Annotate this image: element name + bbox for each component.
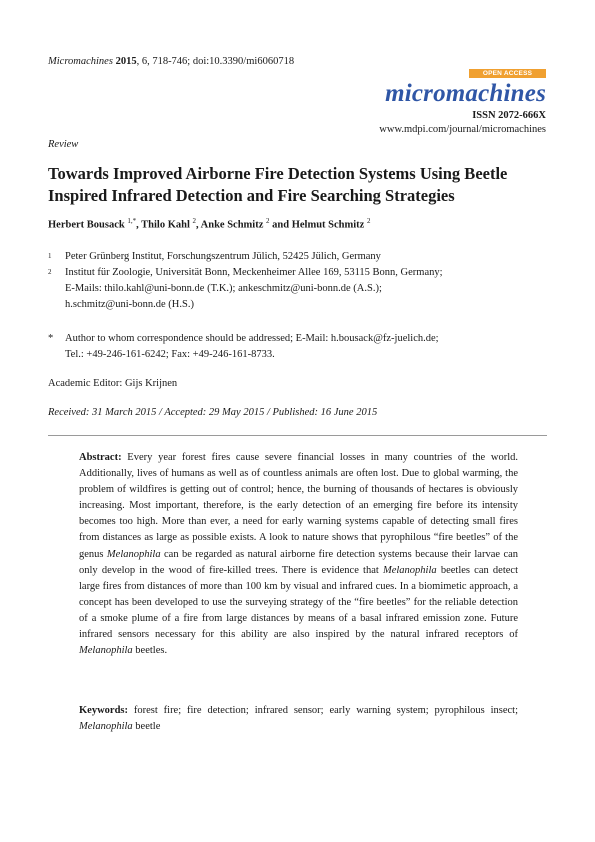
citation-rest: , 6, 718-746; doi:10.3390/mi6060718 <box>136 56 295 67</box>
abstract-text: Every year forest fires cause severe financial losses in many countries of the world. Additionally, lives of humans as well as of countless animals are often lost. Due to global warming, the problem of wildfires is getting out of control; hence, the burning of thousands of hectares is obviously increasing. Most important, therefore, is the early detection of an emerging fire before its intensity becomes too high. More than ever, a need for early warning systems capable of detecting small fires from distances as large as possible exists. A look to nature shows that pyrophilous “fire beetles” of the genus <box>79 452 518 560</box>
affiliation-number: 2 <box>48 268 52 276</box>
author-name: Herbert Bousack <box>48 219 125 231</box>
keywords-text: forest fire; fire detection; infrared sensor; early warning system; pyrophilous insect; <box>128 705 518 716</box>
section-divider <box>48 435 547 436</box>
abstract-genus: Melanophila <box>106 548 161 560</box>
affiliation-emails: E-Mails: thilo.kahl@uni-bonn.de (T.K.); ankeschmitz@uni-bonn.de (A.S.); <box>65 283 382 294</box>
keywords-text: beetle <box>132 721 161 732</box>
affiliation-number: 1 <box>48 252 52 260</box>
author-separator: , <box>196 219 201 231</box>
author-list <box>48 217 370 231</box>
affiliation-text: Institut für Zoologie, Universität Bonn, Meckenheimer Allee 169, 53115 Bonn, Germany; <box>65 267 443 278</box>
affiliation-emails: h.schmitz@uni-bonn.de (H.S.) <box>65 299 194 310</box>
issn: ISSN 2072-666X <box>472 110 546 121</box>
citation-line <box>48 56 294 67</box>
open-access-badge: OPEN ACCESS <box>469 69 546 78</box>
keywords-label: Keywords: <box>79 705 128 716</box>
paper-title: Towards Improved Airborne Fire Detection Systems Using Beetle Inspired Infrared Detection and Fire Searching Strategies <box>48 164 508 205</box>
abstract <box>79 450 518 659</box>
citation-journal: Micromachines <box>48 56 113 67</box>
author-name: Thilo Kahl <box>141 219 190 231</box>
journal-logo: micromachines <box>385 80 546 107</box>
academic-editor: Academic Editor: Gijs Krijnen <box>48 378 178 389</box>
author-affiliation-mark: 1,* <box>127 217 137 225</box>
abstract-genus: Melanophila <box>79 645 133 657</box>
abstract-genus: Melanophila <box>382 564 437 576</box>
abstract-text: beetles. <box>132 645 168 657</box>
author-separator: and <box>269 219 292 231</box>
abstract-text: beetles can detect large fires from distances of more than 100 km by visual and infrared cues. In a biomimetic approach, a concept has been developed to use the surveying strategy of the “fire beetles” for the reliable detection of a smoke plume of a fire from large distances by means of a basal infrared emission zone. Future infrared sensors necessary for this ability are also inspired by the natural infrared receptors of <box>79 564 518 641</box>
author-name: Anke Schmitz <box>200 219 264 231</box>
correspondence-star: * <box>48 333 54 344</box>
citation-year: 2015 <box>115 56 137 67</box>
correspondence-contact: Tel.: +49-246-161-6242; Fax: +49-246-161-8733. <box>65 349 275 360</box>
correspondence-text: Author to whom correspondence should be addressed; E-Mail: h.bousack@fz-juelich.de; <box>65 333 439 344</box>
author-affiliation-mark: 2 <box>266 217 270 225</box>
author-name: Helmut Schmitz <box>291 219 365 231</box>
keywords-genus: Melanophila <box>79 721 133 732</box>
author-affiliation-mark: 2 <box>366 217 371 225</box>
abstract-text: can be regarded as natural airborne fire detection systems because their larvae can only develop in the wood of fire-killed trees. There is evidence that <box>79 548 519 576</box>
publication-dates: Received: 31 March 2015 / Accepted: 29 May 2015 / Published: 16 June 2015 <box>48 407 378 418</box>
keywords <box>79 703 518 735</box>
abstract-label: Abstract: <box>79 452 122 463</box>
journal-url[interactable]: www.mdpi.com/journal/micromachines <box>379 124 546 135</box>
author-separator: , <box>136 219 142 231</box>
article-type: Review <box>48 139 79 150</box>
affiliation-text: Peter Grünberg Institut, Forschungszentrum Jülich, 52425 Jülich, Germany <box>65 251 381 262</box>
author-affiliation-mark: 2 <box>192 217 196 225</box>
